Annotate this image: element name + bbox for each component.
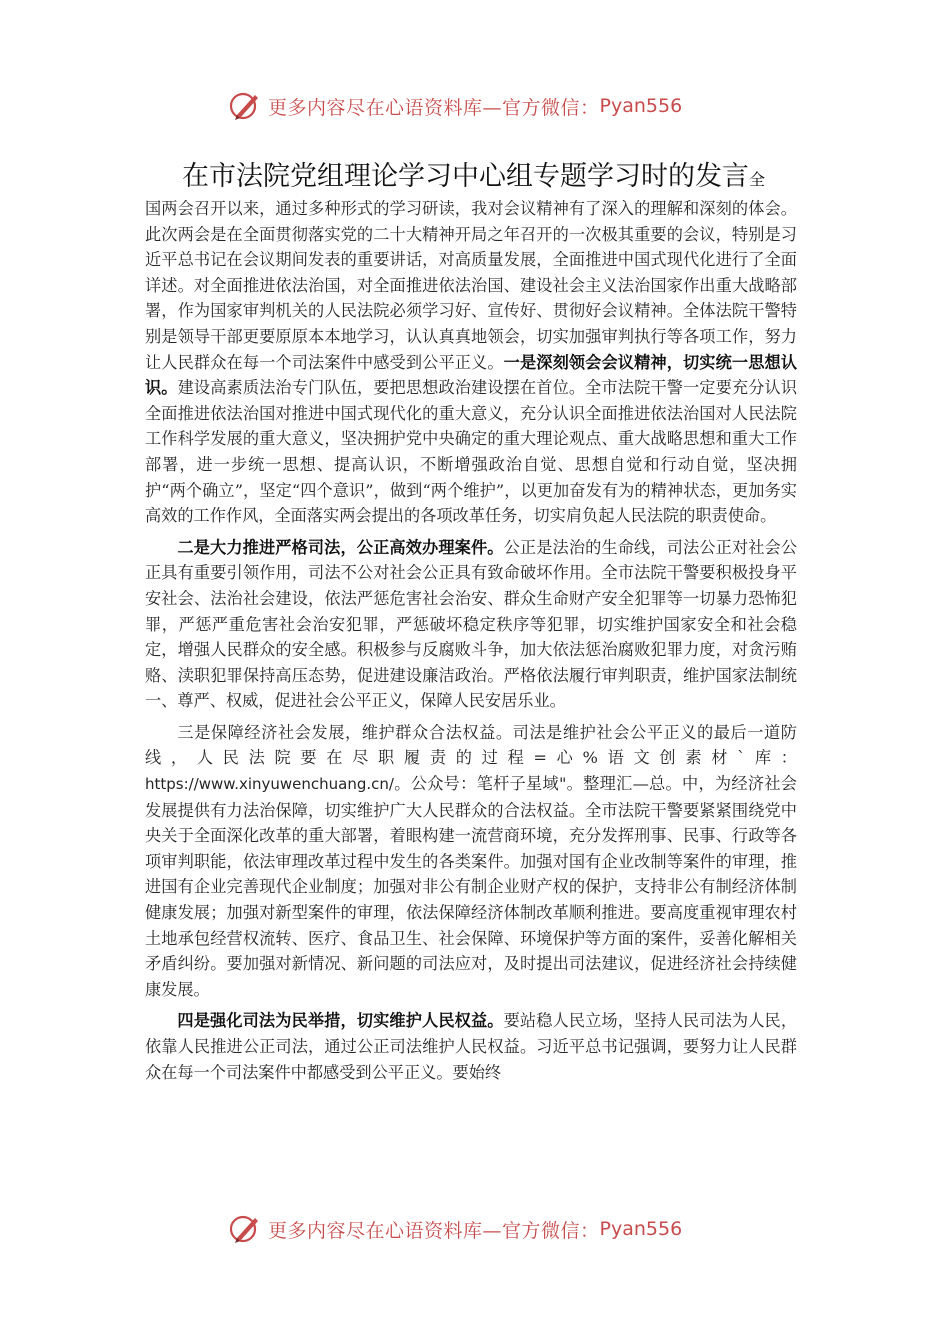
header-banner — [228, 86, 728, 126]
paragraph-2-text: 公正是法治的生命线，司法公正对社会公正具有重要引领作用，司法不公对社会公正具有致命破坏作用。全市法院干警要积极投身平安社会、法治社会建设，依法严惩危害社会治安、群众生命财产安全犯罪等一切暴力恐怖犯罪，严惩严重危害社会治安犯罪，严惩破坏稳定秩序等犯罪，切实维护国家安全和社会稳定，增强人民群众的安全感。积极参与反腐败斗争，加大依法惩治腐败犯罪力度，对贪污贿赂、渎职犯罪保持高压态势，促进建设廉洁政治。严格依法履行审判职责，维护国家法制统一、尊严、权威，促进社会公平正义，保障人民安居乐业。 — [145, 537, 798, 711]
banner-text: 更多内容尽在心语资料库—官方微信： — [268, 1219, 600, 1242]
paragraph-4 — [145, 1008, 797, 1085]
document-title — [182, 154, 822, 193]
footer-banner — [228, 1209, 728, 1249]
paragraph-2-heading: 二是大力推进严格司法，公正高效办理案件。 — [177, 537, 504, 557]
title-text: 在市法院党组理论学习中心组专题学习时的发言 — [182, 161, 749, 192]
paragraph-1-heading: 一是深刻领会会议精神，切实统一思想认识。 — [145, 352, 798, 398]
paragraph-1 — [145, 196, 797, 529]
paragraph-1-intro: 国两会召开以来，通过多种形式的学习研读，我对会议精神有了深入的理解和深刻的体会。此次两会是在全面贯彻落实党的二十大精神开局之年召开的一次极其重要的会议，特别是习近平总书记在会议期间发表的重要讲话，对高质量发展，全面推进中国式现代化进行了全面详述。对全面推进依法治国，对全面推进依法治国、建设社会主义法治国家作出重大战略部署，作为国家审判机关的人民法院必须学习好、宣传好、贯彻好会议精神。全体法院干警特别是领导干部更要原原本本地学习，认认真真地领会，切实加强审判执行等各项工作，努力让人民群众在每一个司法案件中感受到公平正义。 — [145, 199, 797, 372]
banner-wechat-id: Pyan556 — [599, 95, 683, 117]
banner-wechat-id: Pyan556 — [599, 1218, 683, 1240]
paragraph-3 — [145, 720, 797, 1003]
paragraph-1-text: 建设高素质法治专门队伍，要把思想政治建设摆在首位。全市法院干警一定要充分认识全面推进依法治国对推进中国式现代化的重大意义，充分认识全面推进依法治国对人民法院工作科学发展的重大意义，坚决拥护党中央确定的重大理论观点、重大战略思想和重大工作部署，进一步统一思想、提高认识，不断增强政治自觉、思想自觉和行动自觉，坚决拥护“两个确立”，坚定“四个意识”，做到“两个维护”，以更加奋发有为的精神状态，更加务实高效的工作作风，全面落实两会提出的各项改革任务，切实肩负起人民法院的职责使命。 — [145, 378, 798, 526]
document-body — [145, 196, 797, 1091]
title-tail: 全 — [749, 170, 766, 189]
paragraph-3-text-a: 三是保障经济社会发展，维护群众合法权益。司法是维护社会公平正义的最后一道防线，人民法院要在尽职履责的过程=心%语文创素材`库： — [145, 722, 797, 768]
pen-logo-icon — [228, 1212, 262, 1246]
paragraph-4-heading: 四是强化司法为民举措，切实维护人民权益。 — [177, 1011, 504, 1031]
paragraph-3-url: https://www.xinyuwenchuang.cn/ — [145, 775, 394, 794]
paragraph-2 — [145, 535, 797, 714]
pen-logo-icon — [228, 89, 262, 123]
paragraph-4-text: 要站稳人民立场，坚持人民司法为人民，依靠人民推进公正司法，通过公正司法维护人民权益。习近平总书记强调，要努力让人民群众在每一个司法案件中都感受到公平正义。要始终 — [145, 1011, 798, 1082]
paragraph-3-text-b: 。公众号：笔杆子星域"。整理汇—总。中，为经济社会发展提供有力法治保障，切实维护广大人民群众的合法权益。全市法院干警要紧紧围绕党中央关于全面深化改革的重大部署，着眼构建一流营商环境，充分发挥刑事、民事、行政等各项审判职能，依法审理改革过程中发生的各类案件。加强对国有企业改制等案件的审理，推进国有企业完善现代企业制度；加强对非公有制企业财产权的保护，支持非公有制经济体制健康发展；加强对新型案件的审理，依法保障经济体制改革顺利推进。要高度重视审理农村土地承包经营权流转、医疗、食品卫生、社会保障、环境保护等方面的案件，妥善化解相关矛盾纠纷。要加强对新情况、新问题的司法应对，及时提出司法建议，促进经济社会持续健康发展。 — [145, 774, 797, 999]
banner-text: 更多内容尽在心语资料库—官方微信： — [268, 96, 600, 119]
